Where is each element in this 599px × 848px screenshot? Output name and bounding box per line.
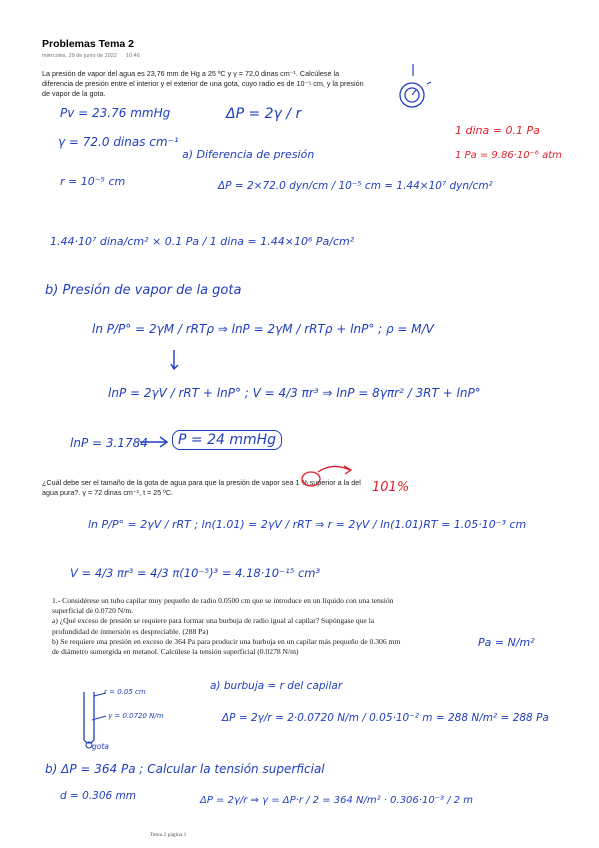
unit-conversion: 1.44·10⁷ dina/cm² × 0.1 Pa / 1 dina = 1.44×10⁶ Pa/cm² xyxy=(50,235,355,248)
given-radius: r = 10⁻⁵ cm xyxy=(60,175,126,188)
sketch-drop: gota xyxy=(92,742,109,751)
part-b-heading: b) Presión de vapor de la gota xyxy=(45,283,242,298)
p-result-box: P = 24 mmHg xyxy=(172,430,282,450)
problem-2-statement: ¿Cuál debe ser el tamaño de la gota de agua para que la presión de vapor sea 1 % superior a la del agua pura?. γ = 72 dinas cm⁻¹, t = 25 ºC. xyxy=(42,478,361,497)
sketch-gamma: γ = 0.0720 N/m xyxy=(108,712,164,720)
p3-part-b-calc: ΔP = 2γ/r ⇒ γ = ΔP·r / 2 = 364 N/m² · 0.306·10⁻³ / 2 m xyxy=(200,795,473,806)
given-pv: Pv = 23.76 mmHg xyxy=(60,106,171,120)
p3-part-b-heading: b) ΔP = 364 Pa ; Calcular la tensión superficial xyxy=(45,762,325,776)
problem-1-statement: La presión de vapor del agua es 23,76 mm de Hg a 25 ºC y γ = 72,0 dinas cm⁻¹. Calcúlese la diferencia de presión entre el interior y el exterior de una gota, cuyo radio es de 10⁻⁵ cm, y la presión de vapor de la gota. xyxy=(42,69,364,98)
pa-unit-note: Pa = N/m² xyxy=(478,636,535,649)
p3-part-b-diameter: d = 0.306 mm xyxy=(60,790,136,802)
unit-pa-note: 1 Pa = 9.86·10⁻⁶ atm xyxy=(455,150,562,161)
part-a-heading: a) Diferencia de presión xyxy=(182,148,315,161)
highlight-circle xyxy=(300,462,360,488)
ln-result: lnP = 3.1784 xyxy=(70,436,148,450)
delta-p-formula: ΔP = 2γ / r xyxy=(226,106,302,122)
given-gamma: γ = 72.0 dinas cm⁻¹ xyxy=(58,135,179,149)
sketch-radius: r = 0.05 cm xyxy=(104,688,146,696)
page-date: miércoles, 29 de junio de 2022 xyxy=(42,53,117,59)
page-footer: Tema 2 página 1 xyxy=(150,832,187,838)
down-arrow xyxy=(170,350,182,372)
kelvin-equation-2: lnP = 2γV / rRT + lnP° ; V = 4/3 πr³ ⇒ lnP = 8γπr² / 3RT + lnP° xyxy=(108,386,481,400)
p3-part-a-heading: a) burbuja = r del capilar xyxy=(210,680,343,692)
problem-2-equation: ln P/P° = 2γV / rRT ; ln(1.01) = 2γV / rRT ⇒ r = 2γV / ln(1.01)RT = 1.05·10⁻³ cm xyxy=(88,518,527,531)
unit-dina-note: 1 dina = 0.1 Pa xyxy=(455,124,540,137)
problem-2-volume: V = 4/3 πr³ = 4/3 π(10⁻⁵)³ = 4.18·10⁻¹⁵ cm³ xyxy=(70,566,321,580)
kelvin-equation-1: ln P/P° = 2γM / rRTρ ⇒ lnP = 2γM / rRTρ + lnP° ; ρ = M/V xyxy=(92,322,434,336)
delta-p-calc: ΔP = 2×72.0 dyn/cm / 10⁻⁵ cm = 1.44×10⁷ dyn/cm² xyxy=(218,180,493,192)
result-arrow xyxy=(140,436,170,448)
droplet-sketch xyxy=(396,62,434,114)
problem-3-statement: 1.- Considérese un tubo capilar muy pequeño de radio 0.0500 cm que se introduce en un líquido con una tensión superficial de 0.0720 N/m. a) ¿Qué exceso de presión se requiere para formar una burbuja de radio igual al capilar? Supóngase que la profundidad de inmersión es despreciable. (288 Pa) b) Se requiere una presión en exceso de 364 Pa para producir una burbuja en un capilar más pequeño de 0.306 mm de diámetro sumergida en metanol. Calcúlese la tensión superficial (0.0278 N/m) xyxy=(52,596,401,657)
percent-note: 101% xyxy=(372,480,410,495)
p3-part-a-calc: ΔP = 2γ/r = 2·0.0720 N/m / 0.05·10⁻² m = 288 N/m² = 288 Pa xyxy=(222,712,549,724)
page-title: Problemas Tema 2 xyxy=(42,38,135,50)
page-time: 10:46 xyxy=(126,53,140,59)
